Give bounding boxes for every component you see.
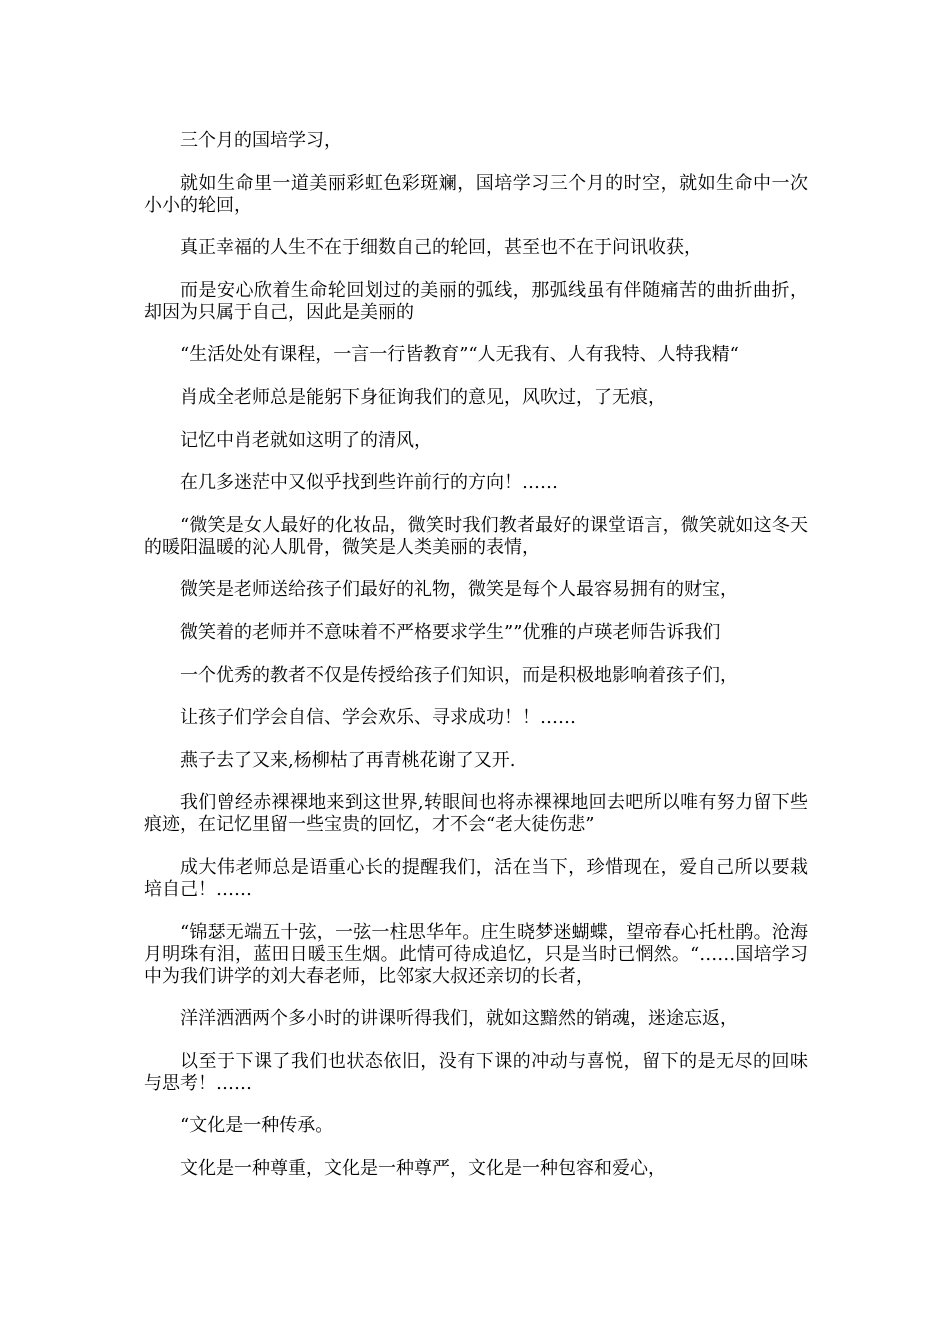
- paragraph-8: 在几多迷茫中又似乎找到些许前行的方向！……: [180, 472, 558, 494]
- paragraph-10: 微笑是老师送给孩子们最好的礼物，微笑是每个人最容易拥有的财宝，: [180, 579, 738, 601]
- paragraph-7: 记忆中肖老就如这明了的清风，: [180, 429, 432, 451]
- paragraph-6: 肖成全老师总是能躬下身征询我们的意见，风吹过，了无痕，: [180, 386, 666, 408]
- paragraph-19: 以至于下课了我们也状态依旧，没有下课的冲动与喜悦，留下的是无尽的回味与思考！……: [144, 1050, 808, 1094]
- paragraph-13: 让孩子们学会自信、学会欢乐、寻求成功！！……: [180, 707, 576, 729]
- paragraph-15: 我们曾经赤裸裸地来到这世界,转眼间也将赤裸裸地回去吧所以唯有努力留下些痕迹，在记忆里留一些宝贵的回忆，才不会“老大徒伤悲”: [144, 792, 808, 836]
- paragraph-18: 洋洋洒洒两个多小时的讲课听得我们，就如这黯然的销魂，迷途忘返，: [180, 1008, 738, 1030]
- paragraph-17: “锦瑟无端五十弦，一弦一柱思华年。庄生晓梦迷蝴蝶，望帝春心托杜鹃。沧海月明珠有泪，蓝田日暖玉生烟。此情可待成追忆，只是当时已惘然。“……国培学习中为我们讲学的刘大春老师，比邻家大叔还亲切的长者，: [144, 921, 808, 987]
- paragraph-16: 成大伟老师总是语重心长的提醒我们，活在当下，珍惜现在，爱自己所以要栽培自己！……: [144, 856, 808, 900]
- paragraph-11: 微笑着的老师并不意味着不严格要求学生””优雅的卢瑛老师告诉我们: [180, 621, 721, 643]
- paragraph-21: 文化是一种尊重，文化是一种尊严，文化是一种包容和爱心，: [180, 1157, 666, 1179]
- document-body: [144, 130, 808, 1200]
- paragraph-2: 就如生命里一道美丽彩虹色彩斑斓，国培学习三个月的时空，就如生命中一次小小的轮回，: [144, 172, 808, 216]
- paragraph-9: “微笑是女人最好的化妆品，微笑时我们教者最好的课堂语言，微笑就如这冬天的暖阳温暖的沁人肌骨，微笑是人类美丽的表情，: [144, 514, 808, 558]
- paragraph-20: “文化是一种传承。: [180, 1115, 334, 1137]
- paragraph-12: 一个优秀的教者不仅是传授给孩子们知识，而是积极地影响着孩子们，: [180, 664, 738, 686]
- paragraph-4: 而是安心欣着生命轮回划过的美丽的弧线，那弧线虽有伴随痛苦的曲折曲折，却因为只属于自己，因此是美丽的: [144, 279, 808, 323]
- paragraph-14: 燕子去了又来,杨柳枯了再青桃花谢了又开.: [180, 749, 516, 771]
- paragraph-5: “生活处处有课程，一言一行皆教育”“人无我有、人有我特、人特我精“: [180, 344, 739, 366]
- paragraph-3: 真正幸福的人生不在于细数自己的轮回，甚至也不在于问讯收获，: [180, 237, 702, 259]
- paragraph-1: 三个月的国培学习，: [180, 130, 342, 151]
